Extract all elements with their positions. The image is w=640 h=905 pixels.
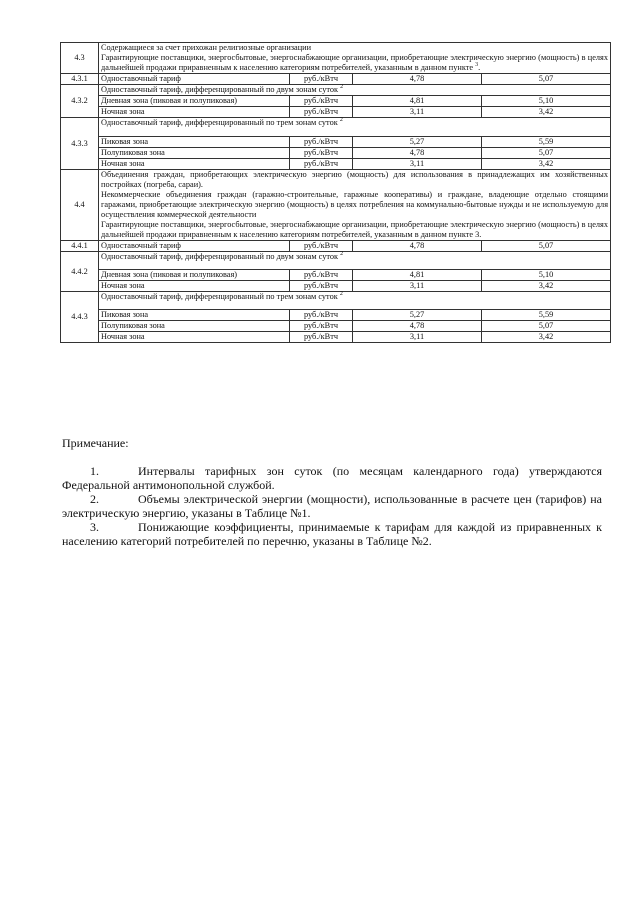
table-row	[61, 118, 611, 137]
value-cell: 3,11	[353, 281, 482, 292]
description-line: Объединения граждан, приобретающих электрическую энергию (мощность) для использования в принадлежащих им хозяйственных постройках (погреба, сараи).	[101, 170, 609, 189]
description-line: Гарантирующие поставщики, энергосбытовые, энергоснабжающие организации, приобретающие электрическую энергию (мощность) в целях дальнейшей продажи приравненным к населению категориям потребителей, указанным в данном пункте $^3$.	[101, 53, 609, 72]
table-row	[61, 43, 611, 74]
tariff-label: Полупиковая зона	[99, 148, 290, 159]
value-cell: 5,07	[482, 74, 611, 85]
tariff-label: Пиковая зона	[99, 137, 290, 148]
value-cell: 4,78	[353, 74, 482, 85]
unit-cell: руб./кВтч	[290, 137, 353, 148]
value-cell: 3,42	[482, 159, 611, 170]
tariff-label: Пиковая зона	[99, 310, 290, 321]
table-row	[61, 241, 611, 252]
unit-cell: руб./кВтч	[290, 321, 353, 332]
tariff-label: Полупиковая зона	[99, 321, 290, 332]
value-cell: 4,78	[353, 321, 482, 332]
description-line: Содержащиеся за счет прихожан религиозные организации	[101, 43, 312, 52]
value-cell: 3,42	[482, 332, 611, 343]
table-row	[61, 321, 611, 332]
tariff-label: Одноставочный тариф	[99, 241, 290, 252]
value-cell: 5,07	[482, 321, 611, 332]
table-row	[61, 332, 611, 343]
note-item: 3. Понижающие коэффициенты, принимаемые к тарифам для каждой из приравненных к населению категорий потребителей по перечню, указаны в Таблице №2.	[62, 520, 602, 548]
row-number: 4.3.3	[61, 118, 99, 170]
value-cell: 5,10	[482, 270, 611, 281]
tariff-label: Ночная зона	[99, 332, 290, 343]
tariff-table	[60, 42, 611, 343]
unit-cell: руб./кВтч	[290, 241, 353, 252]
row-number: 4.3	[61, 43, 99, 74]
section-description	[99, 170, 611, 241]
table-row	[61, 281, 611, 292]
unit-cell: руб./кВтч	[290, 332, 353, 343]
row-number: 4.4.3	[61, 292, 99, 343]
note-item: 1. Интервалы тарифных зон суток (по месяцам календарного года) утверждаются Федеральной антимонопольной службой.	[62, 464, 602, 492]
note-item: 2. Объемы электрической энергии (мощности), использованные в расчете цен (тарифов) на электрическую энергию, указаны в Таблице №1.	[62, 492, 602, 520]
unit-cell: руб./кВтч	[290, 96, 353, 107]
value-cell: 3,42	[482, 281, 611, 292]
subsection-heading: Одноставочный тариф, дифференцированный по трем зонам суток $^2$	[99, 118, 611, 137]
value-cell: 5,59	[482, 310, 611, 321]
table-row	[61, 85, 611, 96]
row-number: 4.3.2	[61, 85, 99, 118]
value-cell: 5,27	[353, 137, 482, 148]
value-cell: 3,11	[353, 159, 482, 170]
value-cell: 5,27	[353, 310, 482, 321]
value-cell: 3,11	[353, 332, 482, 343]
value-cell: 4,81	[353, 270, 482, 281]
value-cell: 4,81	[353, 96, 482, 107]
tariff-label: Ночная зона	[99, 159, 290, 170]
unit-cell: руб./кВтч	[290, 74, 353, 85]
table-row	[61, 137, 611, 148]
tariff-label: Ночная зона	[99, 281, 290, 292]
row-number: 4.3.1	[61, 74, 99, 85]
notes-section	[62, 436, 602, 548]
table-row	[61, 270, 611, 281]
tariff-label: Дневная зона (пиковая и полупиковая)	[99, 96, 290, 107]
value-cell: 5,10	[482, 96, 611, 107]
table-row	[61, 107, 611, 118]
subsection-heading: Одноставочный тариф, дифференцированный по двум зонам суток $^2$	[99, 252, 611, 270]
tariff-label: Одноставочный тариф	[99, 74, 290, 85]
table-row	[61, 159, 611, 170]
description-line: Некоммерческие объединения граждан (гаражно-строительные, гаражные кооперативы) и граждане, владеющие отдельно стоящими гаражами, приобретающие электрическую энергию (мощность) в целях потребления на коммунально-бытовые нужды и не используемую для осуществления коммерческой деятельности	[101, 190, 609, 219]
tariff-label: Ночная зона	[99, 107, 290, 118]
unit-cell: руб./кВтч	[290, 281, 353, 292]
tariff-label: Дневная зона (пиковая и полупиковая)	[99, 270, 290, 281]
unit-cell: руб./кВтч	[290, 159, 353, 170]
table-row	[61, 310, 611, 321]
table-row	[61, 170, 611, 241]
unit-cell: руб./кВтч	[290, 148, 353, 159]
table-row	[61, 148, 611, 159]
unit-cell: руб./кВтч	[290, 310, 353, 321]
value-cell: 5,07	[482, 148, 611, 159]
row-number: 4.4.1	[61, 241, 99, 252]
table-row	[61, 74, 611, 85]
value-cell: 4,78	[353, 241, 482, 252]
table-row	[61, 252, 611, 270]
subsection-heading: Одноставочный тариф, дифференцированный по трем зонам суток $^2$	[99, 292, 611, 310]
unit-cell: руб./кВтч	[290, 107, 353, 118]
value-cell: 4,78	[353, 148, 482, 159]
table-row	[61, 96, 611, 107]
row-number: 4.4.2	[61, 252, 99, 292]
value-cell: 5,07	[482, 241, 611, 252]
value-cell: 3,11	[353, 107, 482, 118]
subsection-heading: Одноставочный тариф, дифференцированный по двум зонам суток $^2$	[99, 85, 611, 96]
notes-heading: Примечание:	[62, 436, 129, 450]
value-cell: 5,59	[482, 137, 611, 148]
section-description	[99, 43, 611, 74]
table-row	[61, 292, 611, 310]
description-line: Гарантирующие поставщики, энергосбытовые, энергоснабжающие организации, приобретающие электрическую энергию (мощность) в целях дальнейшей продажи приравненным к населению категориям потребителей, указанным в данном пункте 3.	[101, 220, 609, 239]
row-number: 4.4	[61, 170, 99, 241]
unit-cell: руб./кВтч	[290, 270, 353, 281]
value-cell: 3,42	[482, 107, 611, 118]
